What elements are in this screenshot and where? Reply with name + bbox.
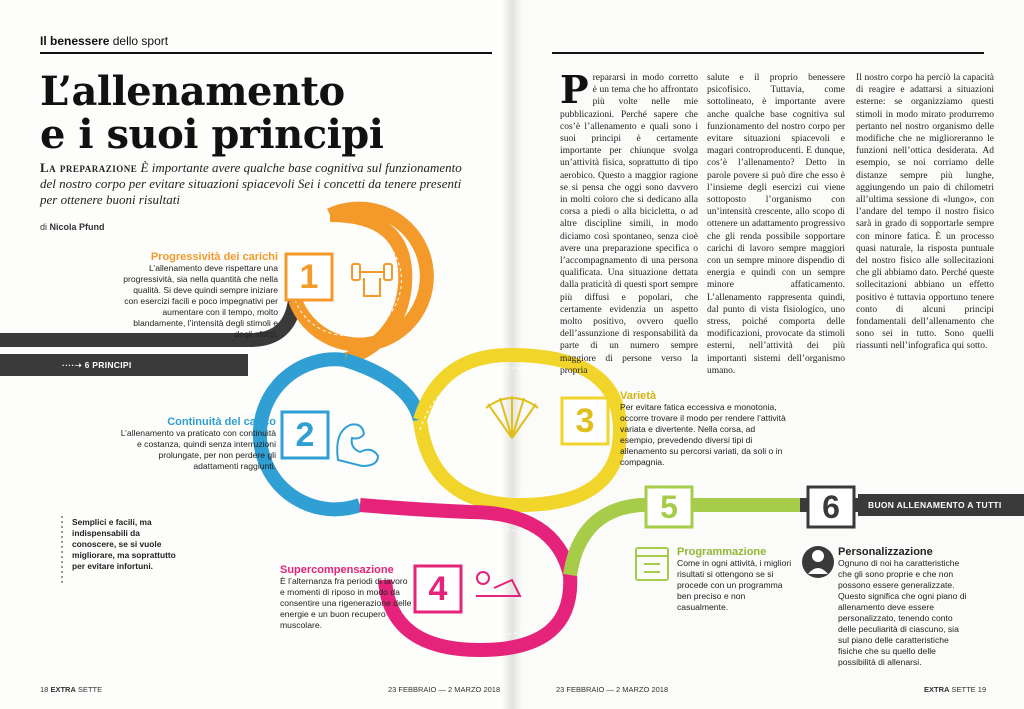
side-note-line — [58, 516, 66, 586]
step-6-title: Personalizzazione — [838, 546, 933, 558]
resting-person-icon — [476, 572, 520, 596]
footer-right — [924, 685, 986, 694]
footer-brand2-right: SETTE — [951, 685, 976, 694]
path-segment-2b — [345, 360, 420, 420]
dumbbell-hand-icon — [352, 264, 392, 296]
person-silhouette-icon — [802, 546, 834, 578]
step-3-block — [620, 390, 790, 468]
title-line-2: e i suoi principi — [40, 111, 384, 158]
lede-kicker: La preparazione — [40, 160, 138, 175]
body-column-2: salute e il proprio benessere psicofisico. Tuttavia, come sottolineato, è importante avere anche qualche base cognitiva sul funzionamento del nostro corpo per evitare situazioni spiacevoli e magari controproducenti. E dunque, cos’è l’allenamento? Detto in parole povere si può dire che esso è l’insieme degli esercizi cui viene sottoposto l’organismo con un’intensità crescente, allo scopo di ottenere un adattamento progressivo che gli renda possibile sopportare carichi di lavoro sempre maggiori con un sempre minore dispendio di energia e quindi con un sempre minore affaticamento. L’allenamento rappresenta quindi, dal punto di vista fisiologico, uno stress, poiché comporta delle modificazioni, provocate da stimoli esterni, nell’attività dei più importanti sistemi dell’organismo umano. — [707, 73, 845, 376]
step-5-number: 5 — [660, 489, 678, 525]
step-1-text: L’allenamento deve rispettare una progressività, sia nella quantità che nella qualità. Si deve quindi sempre iniziare con esercizi facili e poco impegnativi per aumentare con il tempo, molto blandamente, l’intensità degli stimoli e degli sforzi. — [123, 263, 278, 339]
step-5-title: Programmazione — [677, 546, 767, 558]
footer-brand-right: EXTRA — [924, 685, 950, 694]
footer-brand-left: EXTRA — [50, 685, 76, 694]
step-1-number: 1 — [299, 258, 319, 296]
step-5-text: Come in ogni attività, i migliori risultati si ottengono se si procede con un programma ben preciso e non casualmente. — [677, 558, 792, 612]
section-name: Il benessere — [40, 34, 110, 48]
step-2-number: 2 — [295, 416, 315, 454]
step-6-block — [838, 546, 970, 668]
step-5-block — [677, 546, 792, 613]
path-segment-3b — [420, 420, 520, 505]
calendar-icon — [636, 548, 668, 580]
lede-text: È importante avere qualche base cognitiva sul funzionamento del nostro corpo per evitare situazioni spiacevoli Sei i concetti da tenere presenti per ottenere buoni risultati — [40, 160, 462, 207]
footer-brand2-left: SETTE — [77, 685, 103, 694]
step-2-title: Continuità del carico — [167, 416, 276, 428]
body-column-1-text: repararsi in modo corretto è un tema che ho affrontato più volte nelle mie pubblicazioni. Perché sapere che cos’è l’allenamento e quali sono i suoi principi è certamente importante per chiunque svolga un’attività fisica, soprattutto di tipo aerobico. Questo a maggior ragione se si pensa che oggi sono davvero in molti coloro che si dedicano alla corsa a piedi o alla bicicletta, o ad altre discipline simili, in modo diciamo così spontaneo, senza cioè avere una preparazione specifica o l’accompagnamento di una persona qualificata. Una situazione dettata dalla praticità di questi sport sempre più diffusi e popolari, che certamente evidenzia un aspetto molto positivo, ovvero quello dell’assunzione di responsabilità da parte di un numero sempre maggiore di persone verso la propria — [560, 73, 698, 376]
page-number-left: 18 — [40, 685, 49, 694]
body-column-3: Il nostro corpo ha perciò la capacità di reagire e adattarsi a situazioni esterne: se organizziamo questi stimoli in modo mirato produrremo pertanto nel nostro organismo delle modifiche che ne miglioreranno le funzioni nell’ottica desiderata. Ad esempio, se noi corriamo delle distanze sempre più lunghe, aggiungendo un paio di chilometri all’ultima sessione di «lungo», con l’andare del tempo il nostro fisico sarà in grado di sopportarle sempre con minore fatica. È un processo quasi naturale, la risposta puntuale del nostro fisico alle sollecitazioni che gli abbiamo dato. Perché queste sollecitazioni abbiano un effetto positivo è tuttavia opportuno tenere conto di alcuni principi fondamentali dell’allenamento che sono sei in tutto. Sono quelli riassunti nell’infografica qui sotto. — [856, 73, 994, 352]
step-2-text: L’allenamento va praticato con continuità e costanza, quindi senza interruzioni prolungate, per non perdere gli adattamenti raggiunti. — [120, 428, 276, 471]
step-4-block — [280, 564, 412, 631]
step-3-text: Per evitare fatica eccessiva e monotonia, occorre trovare il modo per rendere l’attività variata e divertente. Nella corsa, ad esempio, prevedendo diversi tipi di allenamento su percorsi variati, da soli o in compagnia. — [620, 402, 786, 467]
step-1-title: Progressività dei carichi — [150, 251, 278, 263]
flexed-arm-icon — [337, 424, 378, 466]
section-subname: dello sport — [112, 34, 169, 48]
step-3-number: 3 — [575, 402, 595, 440]
fan-icon — [486, 396, 538, 438]
title-line-1: L’allenamento — [40, 68, 345, 115]
step-1-block — [118, 251, 278, 340]
principles-banner: ····➝ 6 PRINCIPI — [0, 354, 248, 376]
closing-banner: BUON ALLENAMENTO A TUTTI ····➝ — [858, 494, 1024, 516]
byline-prefix: di — [40, 222, 48, 232]
step-2-block — [118, 416, 276, 472]
footer-date-right: 23 FEBBRAIO — 2 MARZO 2018 — [556, 685, 669, 694]
footer-date-left: 23 FEBBRAIO — 2 MARZO 2018 — [388, 685, 501, 694]
drop-cap: P — [560, 67, 589, 112]
author-name: Nicola Pfund — [49, 222, 105, 232]
side-note: Semplici e facili, ma indispensabili da conoscere, se si vuole migliorare, ma soprattutto per evitare infortuni. — [72, 517, 176, 571]
step-4-number: 4 — [428, 570, 448, 608]
step-4-title: Supercompensazione — [280, 564, 394, 576]
step-3-title: Varietà — [620, 390, 657, 402]
step-4-text: È l’alternanza fra periodi di lavoro e momenti di riposo in modo da consentire una rigenerazione delle energie e un buon recupero muscolare. — [280, 576, 412, 630]
footer-left — [40, 685, 102, 694]
page-number-right: 19 — [977, 685, 987, 694]
step-6-text: Ognuno di noi ha caratteristiche che gli sono proprie e che non possono essere generalizzate. Questo significa che ogni piano di allenamento deve essere personalizzato, tenendo conto delle peculiarità di ciascuno, sia sul piano delle caratteristiche fisiche che su quello delle possibilità di allenarsi. — [838, 558, 967, 667]
body-column-1 — [560, 67, 698, 377]
step-6-number: 6 — [822, 489, 840, 525]
